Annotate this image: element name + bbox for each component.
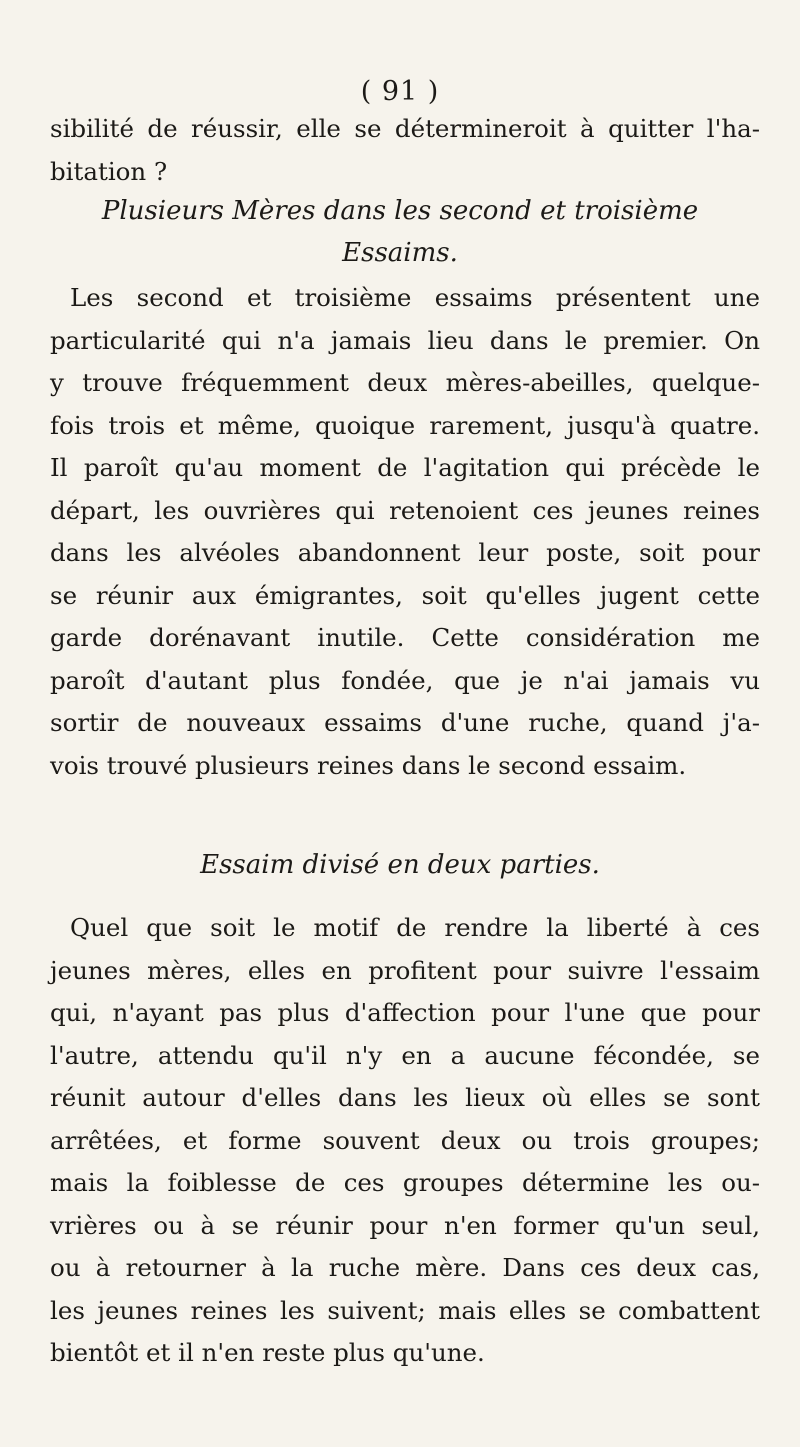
text-line: qui, n'ayant pas plus d'affection pour l'une que pour [50,998,760,1027]
text-line: vrières ou à se réunir pour n'en former qu'un seul, [50,1210,760,1240]
paragraph-essaim-divise [50,907,760,1375]
heading-line: Plusieurs Mères dans les second et troisième [101,196,699,226]
continuation-paragraph [50,108,760,193]
text-line: sortir de nouveaux essaims d'une ruche, quand j'a- [50,708,760,737]
text-line: arrêtées, et forme souvent deux ou trois groupes; [50,1125,760,1155]
text-line: y trouve fréquemment deux mères-abeilles, quelque- [50,368,760,397]
text-line: paroît d'autant plus fondée, que je n'ai jamais vu [50,665,760,695]
text-line: fois trois et même, quoique rarement, jusqu'à quatre. [50,410,760,440]
text-line: l'autre, attendu qu'il n'y en a aucune fécondée, se [50,1040,760,1070]
text-line: jeunes mères, elles en profitent pour suivre l'essaim [50,955,760,985]
text-line: mais la foiblesse de ces groupes détermine les ou- [50,1168,760,1197]
text-line: se réunir aux émigrantes, soit qu'elles jugent cette [50,580,760,610]
paragraph-second-troisieme-essaims [50,277,760,787]
text-line: Les second et troisième essaims présentent une [70,283,760,312]
section-heading-essaim-divise [0,844,800,886]
text-line: réunit autour d'elles dans les lieux où elles se sont [50,1083,760,1112]
text-line: départ, les ouvrières qui retenoient ces jeunes reines [50,495,760,525]
text-line: bitation ? [50,156,168,186]
heading-line: Essaim divisé en deux parties. [200,850,600,880]
text-line: vois trouvé plusieurs reines dans le second essaim. [50,750,687,780]
page-number: ( 91 ) [360,76,440,107]
heading-line: Essaims. [342,238,458,268]
text-line: ou à retourner à la ruche mère. Dans ces deux cas, [50,1253,760,1282]
text-line: Il paroît qu'au moment de l'agitation qui précède le [50,453,760,482]
text-line: garde dorénavant inutile. Cette considération me [50,623,760,652]
text-line: sibilité de réussir, elle se détermineroit à quitter l'ha- [50,114,760,143]
text-line: Quel que soit le motif de rendre la liberté à ces [70,913,760,942]
text-line: particularité qui n'a jamais lieu dans le premier. On [50,325,760,355]
text-line: les jeunes reines les suivent; mais elles se combattent [50,1295,760,1325]
text-line: bientôt et il n'en reste plus qu'une. [50,1338,485,1367]
section-heading-plusieurs-meres [0,190,800,274]
text-line: dans les alvéoles abandonnent leur poste, soit pour [50,538,760,567]
